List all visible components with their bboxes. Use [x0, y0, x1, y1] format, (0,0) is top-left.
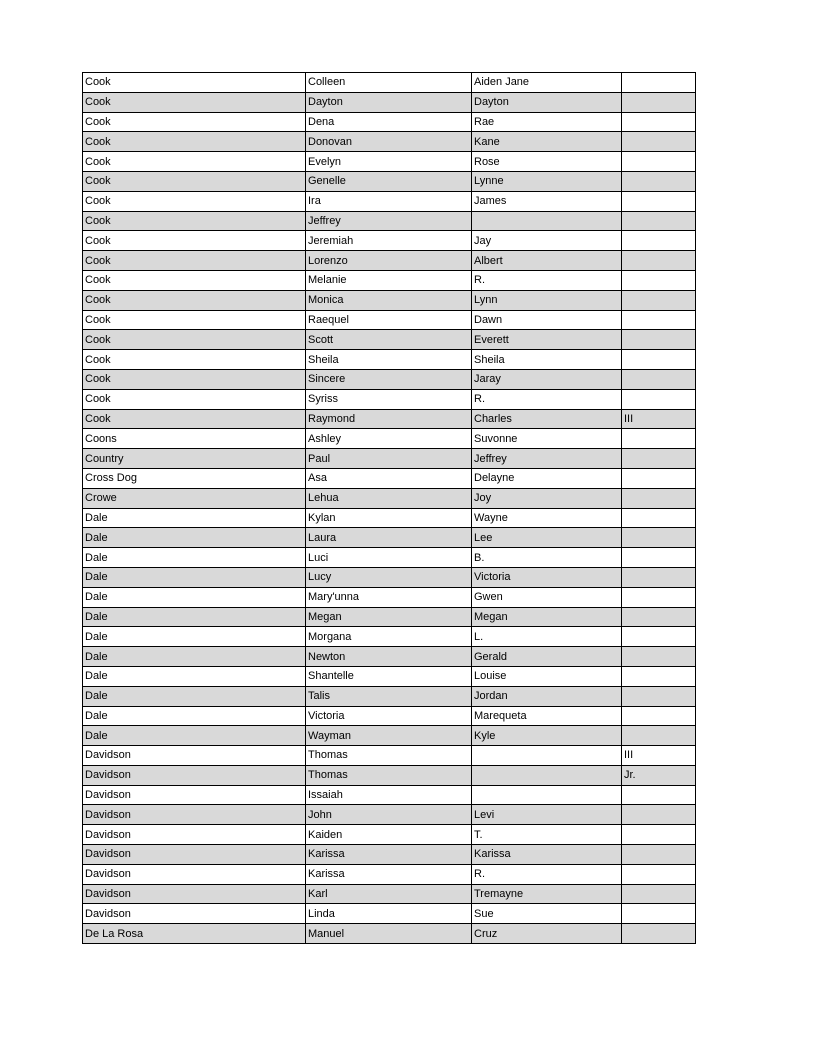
table-row	[83, 290, 696, 310]
suffix-cell	[622, 112, 696, 132]
last-name-cell: Dale	[83, 627, 306, 647]
middle-name-cell: Lynne	[472, 171, 622, 191]
middle-name-cell: Albert	[472, 251, 622, 271]
middle-name-cell	[472, 211, 622, 231]
first-name-cell: Dayton	[306, 92, 472, 112]
first-name-cell: Paul	[306, 449, 472, 469]
middle-name-cell: R.	[472, 270, 622, 290]
middle-name-cell: T.	[472, 825, 622, 845]
table-row	[83, 765, 696, 785]
middle-name-cell: Gwen	[472, 587, 622, 607]
suffix-cell	[622, 825, 696, 845]
middle-name-cell: Jeffrey	[472, 449, 622, 469]
suffix-cell	[622, 152, 696, 172]
first-name-cell: Luci	[306, 548, 472, 568]
first-name-cell: Issaiah	[306, 785, 472, 805]
suffix-cell	[622, 528, 696, 548]
last-name-cell: Cook	[83, 191, 306, 211]
table-row	[83, 746, 696, 766]
suffix-cell	[622, 567, 696, 587]
table-row	[83, 627, 696, 647]
table-row	[83, 369, 696, 389]
last-name-cell: Davidson	[83, 746, 306, 766]
table-row	[83, 647, 696, 667]
roster-body	[83, 73, 696, 944]
table-row	[83, 191, 696, 211]
suffix-cell	[622, 429, 696, 449]
middle-name-cell: Cruz	[472, 924, 622, 944]
last-name-cell: Dale	[83, 607, 306, 627]
last-name-cell: Cook	[83, 409, 306, 429]
first-name-cell: Karissa	[306, 864, 472, 884]
suffix-cell	[622, 845, 696, 865]
suffix-cell	[622, 330, 696, 350]
table-row	[83, 864, 696, 884]
table-row	[83, 528, 696, 548]
table-row	[83, 389, 696, 409]
table-row	[83, 468, 696, 488]
table-row	[83, 686, 696, 706]
suffix-cell	[622, 231, 696, 251]
last-name-cell: Cook	[83, 369, 306, 389]
table-row	[83, 924, 696, 944]
suffix-cell	[622, 488, 696, 508]
first-name-cell: Laura	[306, 528, 472, 548]
first-name-cell: Manuel	[306, 924, 472, 944]
last-name-cell: Country	[83, 449, 306, 469]
table-row	[83, 488, 696, 508]
suffix-cell	[622, 647, 696, 667]
first-name-cell: Raymond	[306, 409, 472, 429]
first-name-cell: Wayman	[306, 726, 472, 746]
middle-name-cell: Jordan	[472, 686, 622, 706]
first-name-cell: Kylan	[306, 508, 472, 528]
first-name-cell: Victoria	[306, 706, 472, 726]
table-row	[83, 270, 696, 290]
last-name-cell: De La Rosa	[83, 924, 306, 944]
suffix-cell	[622, 369, 696, 389]
first-name-cell: Megan	[306, 607, 472, 627]
middle-name-cell: Lynn	[472, 290, 622, 310]
suffix-cell	[622, 508, 696, 528]
first-name-cell: Raequel	[306, 310, 472, 330]
table-row	[83, 112, 696, 132]
last-name-cell: Davidson	[83, 904, 306, 924]
middle-name-cell: Everett	[472, 330, 622, 350]
table-row	[83, 350, 696, 370]
first-name-cell: Jeffrey	[306, 211, 472, 231]
last-name-cell: Cook	[83, 310, 306, 330]
middle-name-cell: L.	[472, 627, 622, 647]
first-name-cell: Ira	[306, 191, 472, 211]
last-name-cell: Cook	[83, 389, 306, 409]
suffix-cell	[622, 290, 696, 310]
table-row	[83, 706, 696, 726]
last-name-cell: Davidson	[83, 785, 306, 805]
middle-name-cell: R.	[472, 864, 622, 884]
suffix-cell	[622, 92, 696, 112]
last-name-cell: Cross Dog	[83, 468, 306, 488]
last-name-cell: Dale	[83, 686, 306, 706]
table-row	[83, 548, 696, 568]
middle-name-cell: B.	[472, 548, 622, 568]
suffix-cell	[622, 884, 696, 904]
last-name-cell: Dale	[83, 528, 306, 548]
table-row	[83, 567, 696, 587]
first-name-cell: Mary'unna	[306, 587, 472, 607]
middle-name-cell: Charles	[472, 409, 622, 429]
last-name-cell: Cook	[83, 330, 306, 350]
last-name-cell: Cook	[83, 211, 306, 231]
suffix-cell	[622, 73, 696, 93]
first-name-cell: Donovan	[306, 132, 472, 152]
last-name-cell: Dale	[83, 587, 306, 607]
first-name-cell: Genelle	[306, 171, 472, 191]
middle-name-cell: Dawn	[472, 310, 622, 330]
middle-name-cell: Aiden Jane	[472, 73, 622, 93]
table-row	[83, 785, 696, 805]
table-row	[83, 409, 696, 429]
suffix-cell	[622, 666, 696, 686]
first-name-cell: Morgana	[306, 627, 472, 647]
suffix-cell: III	[622, 746, 696, 766]
last-name-cell: Dale	[83, 647, 306, 667]
middle-name-cell: Sheila	[472, 350, 622, 370]
middle-name-cell: Rae	[472, 112, 622, 132]
table-row	[83, 726, 696, 746]
first-name-cell: John	[306, 805, 472, 825]
first-name-cell: Newton	[306, 647, 472, 667]
middle-name-cell	[472, 765, 622, 785]
middle-name-cell: James	[472, 191, 622, 211]
first-name-cell: Monica	[306, 290, 472, 310]
table-row	[83, 429, 696, 449]
middle-name-cell: Lee	[472, 528, 622, 548]
first-name-cell: Shantelle	[306, 666, 472, 686]
last-name-cell: Davidson	[83, 825, 306, 845]
last-name-cell: Dale	[83, 548, 306, 568]
first-name-cell: Lucy	[306, 567, 472, 587]
first-name-cell: Karl	[306, 884, 472, 904]
middle-name-cell: Rose	[472, 152, 622, 172]
suffix-cell	[622, 726, 696, 746]
suffix-cell	[622, 191, 696, 211]
table-row	[83, 251, 696, 271]
last-name-cell: Coons	[83, 429, 306, 449]
table-row	[83, 508, 696, 528]
table-row	[83, 904, 696, 924]
table-row	[83, 587, 696, 607]
suffix-cell	[622, 270, 696, 290]
last-name-cell: Crowe	[83, 488, 306, 508]
last-name-cell: Dale	[83, 508, 306, 528]
last-name-cell: Cook	[83, 350, 306, 370]
last-name-cell: Cook	[83, 73, 306, 93]
middle-name-cell: R.	[472, 389, 622, 409]
suffix-cell	[622, 251, 696, 271]
suffix-cell	[622, 924, 696, 944]
first-name-cell: Scott	[306, 330, 472, 350]
first-name-cell: Thomas	[306, 746, 472, 766]
middle-name-cell: Delayne	[472, 468, 622, 488]
first-name-cell: Melanie	[306, 270, 472, 290]
last-name-cell: Cook	[83, 290, 306, 310]
suffix-cell	[622, 587, 696, 607]
last-name-cell: Davidson	[83, 864, 306, 884]
first-name-cell: Dena	[306, 112, 472, 132]
first-name-cell: Talis	[306, 686, 472, 706]
table-row	[83, 805, 696, 825]
first-name-cell: Thomas	[306, 765, 472, 785]
first-name-cell: Lorenzo	[306, 251, 472, 271]
suffix-cell	[622, 805, 696, 825]
last-name-cell: Cook	[83, 231, 306, 251]
middle-name-cell	[472, 785, 622, 805]
suffix-cell	[622, 627, 696, 647]
suffix-cell: Jr.	[622, 765, 696, 785]
first-name-cell: Colleen	[306, 73, 472, 93]
middle-name-cell: Wayne	[472, 508, 622, 528]
middle-name-cell	[472, 746, 622, 766]
table-row	[83, 171, 696, 191]
table-row	[83, 884, 696, 904]
suffix-cell	[622, 864, 696, 884]
last-name-cell: Cook	[83, 171, 306, 191]
suffix-cell	[622, 706, 696, 726]
middle-name-cell: Sue	[472, 904, 622, 924]
table-row	[83, 666, 696, 686]
last-name-cell: Cook	[83, 270, 306, 290]
last-name-cell: Dale	[83, 706, 306, 726]
table-row	[83, 132, 696, 152]
first-name-cell: Jeremiah	[306, 231, 472, 251]
suffix-cell	[622, 548, 696, 568]
last-name-cell: Dale	[83, 726, 306, 746]
middle-name-cell: Jaray	[472, 369, 622, 389]
table-row	[83, 152, 696, 172]
middle-name-cell: Marequeta	[472, 706, 622, 726]
last-name-cell: Dale	[83, 567, 306, 587]
table-row	[83, 211, 696, 231]
suffix-cell	[622, 904, 696, 924]
suffix-cell	[622, 350, 696, 370]
suffix-cell	[622, 310, 696, 330]
last-name-cell: Davidson	[83, 884, 306, 904]
first-name-cell: Karissa	[306, 845, 472, 865]
first-name-cell: Lehua	[306, 488, 472, 508]
table-row	[83, 825, 696, 845]
middle-name-cell: Levi	[472, 805, 622, 825]
last-name-cell: Davidson	[83, 765, 306, 785]
middle-name-cell: Victoria	[472, 567, 622, 587]
first-name-cell: Sheila	[306, 350, 472, 370]
table-row	[83, 330, 696, 350]
suffix-cell	[622, 171, 696, 191]
table-row	[83, 845, 696, 865]
name-roster-table	[82, 72, 696, 944]
suffix-cell	[622, 132, 696, 152]
first-name-cell: Ashley	[306, 429, 472, 449]
suffix-cell	[622, 686, 696, 706]
middle-name-cell: Kyle	[472, 726, 622, 746]
table-row	[83, 73, 696, 93]
first-name-cell: Evelyn	[306, 152, 472, 172]
last-name-cell: Cook	[83, 132, 306, 152]
suffix-cell	[622, 468, 696, 488]
table-row	[83, 310, 696, 330]
first-name-cell: Linda	[306, 904, 472, 924]
table-row	[83, 607, 696, 627]
suffix-cell	[622, 449, 696, 469]
suffix-cell: III	[622, 409, 696, 429]
last-name-cell: Dale	[83, 666, 306, 686]
last-name-cell: Cook	[83, 251, 306, 271]
middle-name-cell: Suvonne	[472, 429, 622, 449]
first-name-cell: Kaiden	[306, 825, 472, 845]
last-name-cell: Davidson	[83, 845, 306, 865]
suffix-cell	[622, 785, 696, 805]
middle-name-cell: Louise	[472, 666, 622, 686]
middle-name-cell: Gerald	[472, 647, 622, 667]
middle-name-cell: Joy	[472, 488, 622, 508]
last-name-cell: Cook	[83, 92, 306, 112]
suffix-cell	[622, 389, 696, 409]
last-name-cell: Cook	[83, 112, 306, 132]
middle-name-cell: Tremayne	[472, 884, 622, 904]
first-name-cell: Syriss	[306, 389, 472, 409]
middle-name-cell: Dayton	[472, 92, 622, 112]
table-row	[83, 231, 696, 251]
table-row	[83, 449, 696, 469]
table-row	[83, 92, 696, 112]
suffix-cell	[622, 211, 696, 231]
last-name-cell: Cook	[83, 152, 306, 172]
suffix-cell	[622, 607, 696, 627]
middle-name-cell: Megan	[472, 607, 622, 627]
middle-name-cell: Jay	[472, 231, 622, 251]
middle-name-cell: Kane	[472, 132, 622, 152]
first-name-cell: Sincere	[306, 369, 472, 389]
first-name-cell: Asa	[306, 468, 472, 488]
last-name-cell: Davidson	[83, 805, 306, 825]
middle-name-cell: Karissa	[472, 845, 622, 865]
